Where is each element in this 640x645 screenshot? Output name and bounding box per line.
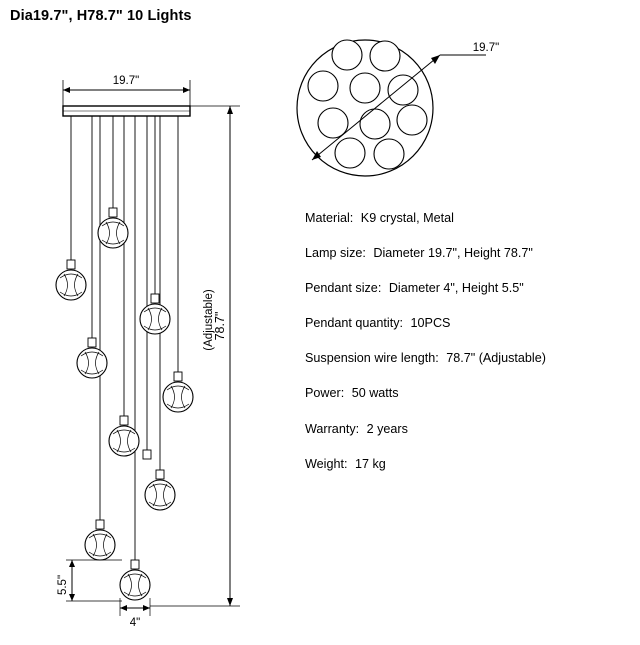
total-height-label: 78.7" (213, 311, 227, 341)
spec-value: Diameter 4", Height 5.5" (388, 281, 524, 296)
spec-label: Pendant quantity: (305, 316, 404, 331)
spec-row-weight (305, 458, 635, 471)
spec-row-material (305, 212, 635, 225)
pendant (143, 450, 151, 459)
spec-label: Warranty: (305, 421, 360, 436)
pendant (98, 208, 128, 248)
spec-row-warranty (305, 423, 635, 436)
adjustable-label: (Adjustable) (203, 289, 215, 351)
spec-label: Weight: (305, 456, 348, 471)
spec-value: 2 years (366, 421, 408, 436)
ceiling-plate (63, 106, 190, 116)
total-height-dimension (150, 106, 240, 606)
spec-value: Diameter 19.7", Height 78.7" (373, 246, 533, 261)
spec-value: 78.7" (Adjustable) (446, 351, 546, 366)
spec-label: Material: (305, 211, 354, 225)
spec-label: Suspension wire length: (305, 351, 439, 366)
top-view-diagram (290, 20, 640, 200)
pendant-group (56, 208, 193, 600)
pendant-width-label: 4" (129, 617, 141, 629)
spec-row-pendant-quantity (305, 317, 635, 330)
top-view-diameter-label: 19.7" (472, 42, 500, 54)
spec-value: K9 crystal, Metal (360, 211, 454, 225)
pendant (109, 416, 139, 456)
top-width-label: 19.7" (112, 75, 140, 87)
spec-row-lamp-size (305, 247, 635, 260)
pendant-height-label: 5.5" (57, 574, 69, 596)
pendant (140, 294, 170, 334)
elevation-drawing (0, 20, 290, 640)
spec-row-power (305, 387, 635, 400)
spec-label: Pendant size: (305, 281, 382, 296)
pendant-width-dimension (120, 598, 150, 629)
pendant-height-dimension (57, 560, 122, 601)
pendant (145, 470, 175, 510)
spec-label: Power: (305, 386, 345, 401)
page-title: Dia19.7", H78.7" 10 Lights (10, 8, 192, 24)
spec-list (305, 212, 635, 493)
elevation-svg (0, 20, 290, 640)
spec-value: 10PCS (410, 316, 451, 331)
spec-value: 17 kg (354, 456, 386, 471)
pendant (56, 260, 86, 300)
spec-row-pendant-size (305, 282, 635, 295)
spec-value: 50 watts (351, 386, 399, 401)
pendant (120, 560, 150, 600)
pendant (85, 520, 115, 560)
pendant (163, 372, 193, 412)
pendant (77, 338, 107, 378)
top-view-svg (290, 20, 640, 200)
spec-row-wire-length (305, 352, 635, 365)
spec-label: Lamp size: (305, 246, 366, 261)
